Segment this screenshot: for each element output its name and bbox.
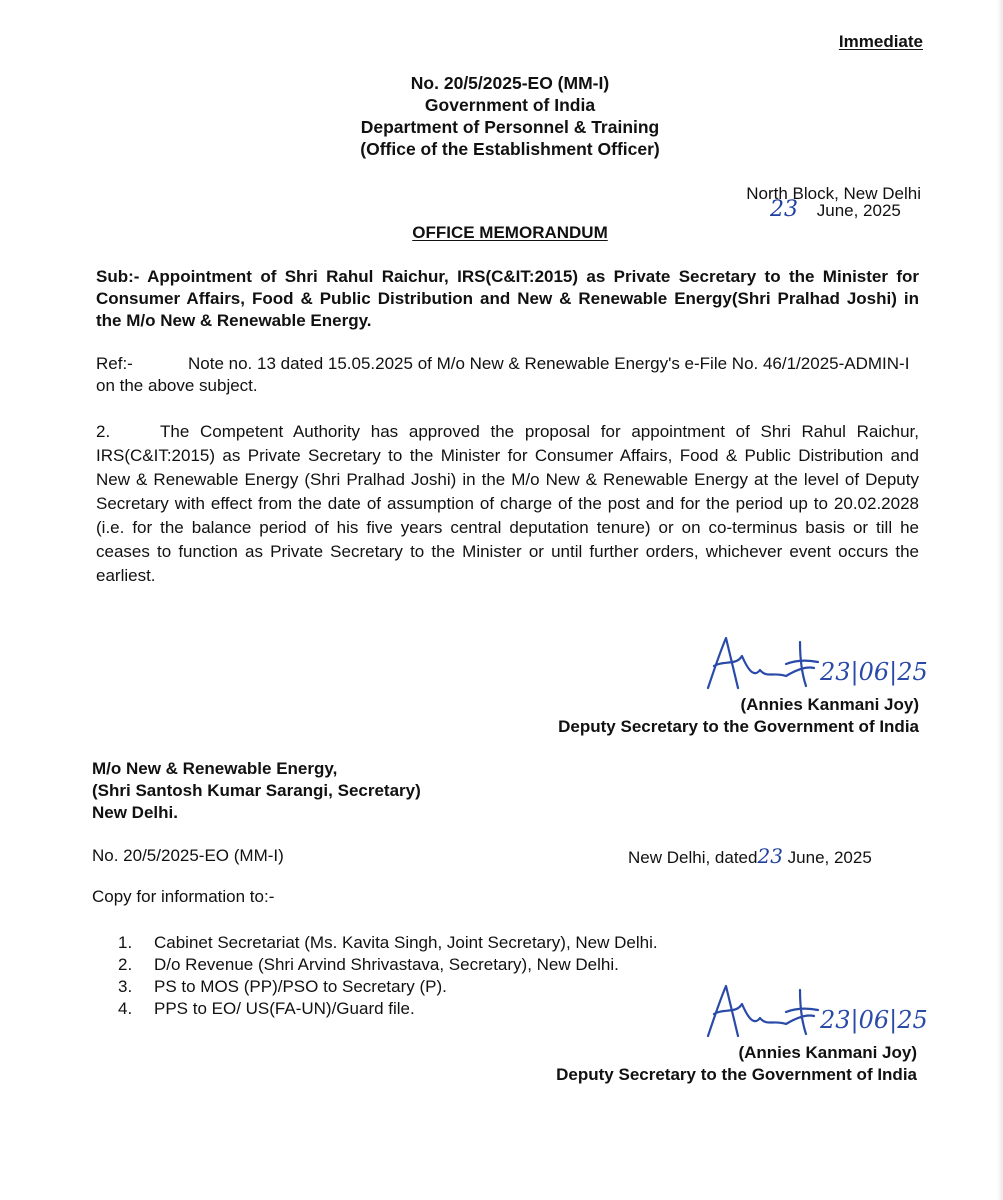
list-item-text: D/o Revenue (Shri Arvind Shrivastava, Secretary), New Delhi. bbox=[154, 955, 619, 974]
government-name: Government of India bbox=[424, 95, 596, 115]
addressee bbox=[92, 758, 421, 824]
signatory-1 bbox=[558, 694, 919, 738]
signatory-1-name: (Annies Kanmani Joy) bbox=[740, 695, 919, 714]
list-item-text: Cabinet Secretariat (Ms. Kavita Singh, Joint Secretary), New Delhi. bbox=[154, 933, 658, 952]
date-line bbox=[770, 199, 901, 222]
signatory-2-name: (Annies Kanmani Joy) bbox=[738, 1043, 917, 1062]
office-name: (Office of the Establishment Officer) bbox=[360, 139, 660, 159]
paragraph-text: The Competent Authority has approved the proposal for appointment of Shri Rahul Raichur, IRS(C&IT:2015) as Private Secretary to the Minister for Consumer Affairs, Food & Public Distribution and New & Renewable Energy (Shri Pralhad Joshi) in the M/o New & Renewable Energy at the level of Deputy Secretary with effect from the date of assumption of charge of the post and for the period up to 20.02.2028 (i.e. for the balance period of his five years central deputation tenure) or on co-terminus basis or till he ceases to function as Private Secretary to the Minister or until further orders, whichever event occurs the earliest. bbox=[96, 422, 919, 585]
copy-handwritten-day: 23 bbox=[757, 844, 783, 868]
copy-date-line bbox=[628, 845, 872, 869]
signatory-2-designation: Deputy Secretary to the Government of India bbox=[556, 1065, 917, 1084]
copy-intro: Copy for information to:- bbox=[92, 887, 275, 906]
priority-label: Immediate bbox=[838, 32, 923, 51]
list-item-number: 3. bbox=[118, 977, 133, 996]
handwritten-day: 23 bbox=[770, 197, 798, 222]
signature-1-date: 23|06|25 bbox=[820, 658, 928, 686]
list-item-number: 2. bbox=[118, 955, 133, 974]
signature-2-date: 23|06|25 bbox=[820, 1006, 928, 1034]
reference-text: Note no. 13 dated 15.05.2025 of M/o New & Renewable Energy's e-File No. 46/1/2025-ADMIN-I on the above subject. bbox=[96, 354, 910, 395]
list-item-text: PPS to EO/ US(FA-UN)/Guard file. bbox=[154, 999, 415, 1018]
paragraph-number: 2. bbox=[96, 422, 111, 441]
addressee-line-3: New Delhi. bbox=[92, 803, 178, 822]
copy-date-month-year: June, 2025 bbox=[787, 848, 872, 867]
list-item-number: 1. bbox=[118, 933, 133, 952]
reference-label: Ref:- bbox=[96, 354, 133, 373]
memo-title: OFFICE MEMORANDUM bbox=[412, 223, 608, 242]
letterhead bbox=[300, 72, 720, 160]
paragraph-2 bbox=[96, 420, 919, 588]
copy-file-number: No. 20/5/2025-EO (MM-I) bbox=[92, 846, 284, 865]
place-line: North Block, New Delhi bbox=[746, 184, 921, 203]
reference-block bbox=[96, 353, 919, 397]
list-item bbox=[118, 954, 918, 976]
subject: Sub:- Appointment of Shri Rahul Raichur, IRS(C&IT:2015) as Private Secretary to the Minister for Consumer Affairs, Food & Public Distribution and New & Renewable Energy(Shri Pralhad Joshi) in the M/o New & Renewable Energy. bbox=[96, 267, 919, 330]
copy-date-prefix: New Delhi, dated bbox=[628, 848, 758, 867]
file-number: No. 20/5/2025-EO (MM-I) bbox=[410, 73, 610, 93]
date-month-year: June, 2025 bbox=[816, 201, 901, 220]
list-item-number: 4. bbox=[118, 999, 133, 1018]
list-item bbox=[118, 932, 918, 954]
list-item-text: PS to MOS (PP)/PSO to Secretary (P). bbox=[154, 977, 447, 996]
signatory-2 bbox=[556, 1042, 917, 1086]
signatory-1-designation: Deputy Secretary to the Government of India bbox=[558, 717, 919, 736]
addressee-line-1: M/o New & Renewable Energy, bbox=[92, 759, 338, 778]
department-name: Department of Personnel & Training bbox=[360, 117, 660, 137]
addressee-line-2: (Shri Santosh Kumar Sarangi, Secretary) bbox=[92, 781, 421, 800]
page-edge-shadow bbox=[997, 0, 1003, 1200]
